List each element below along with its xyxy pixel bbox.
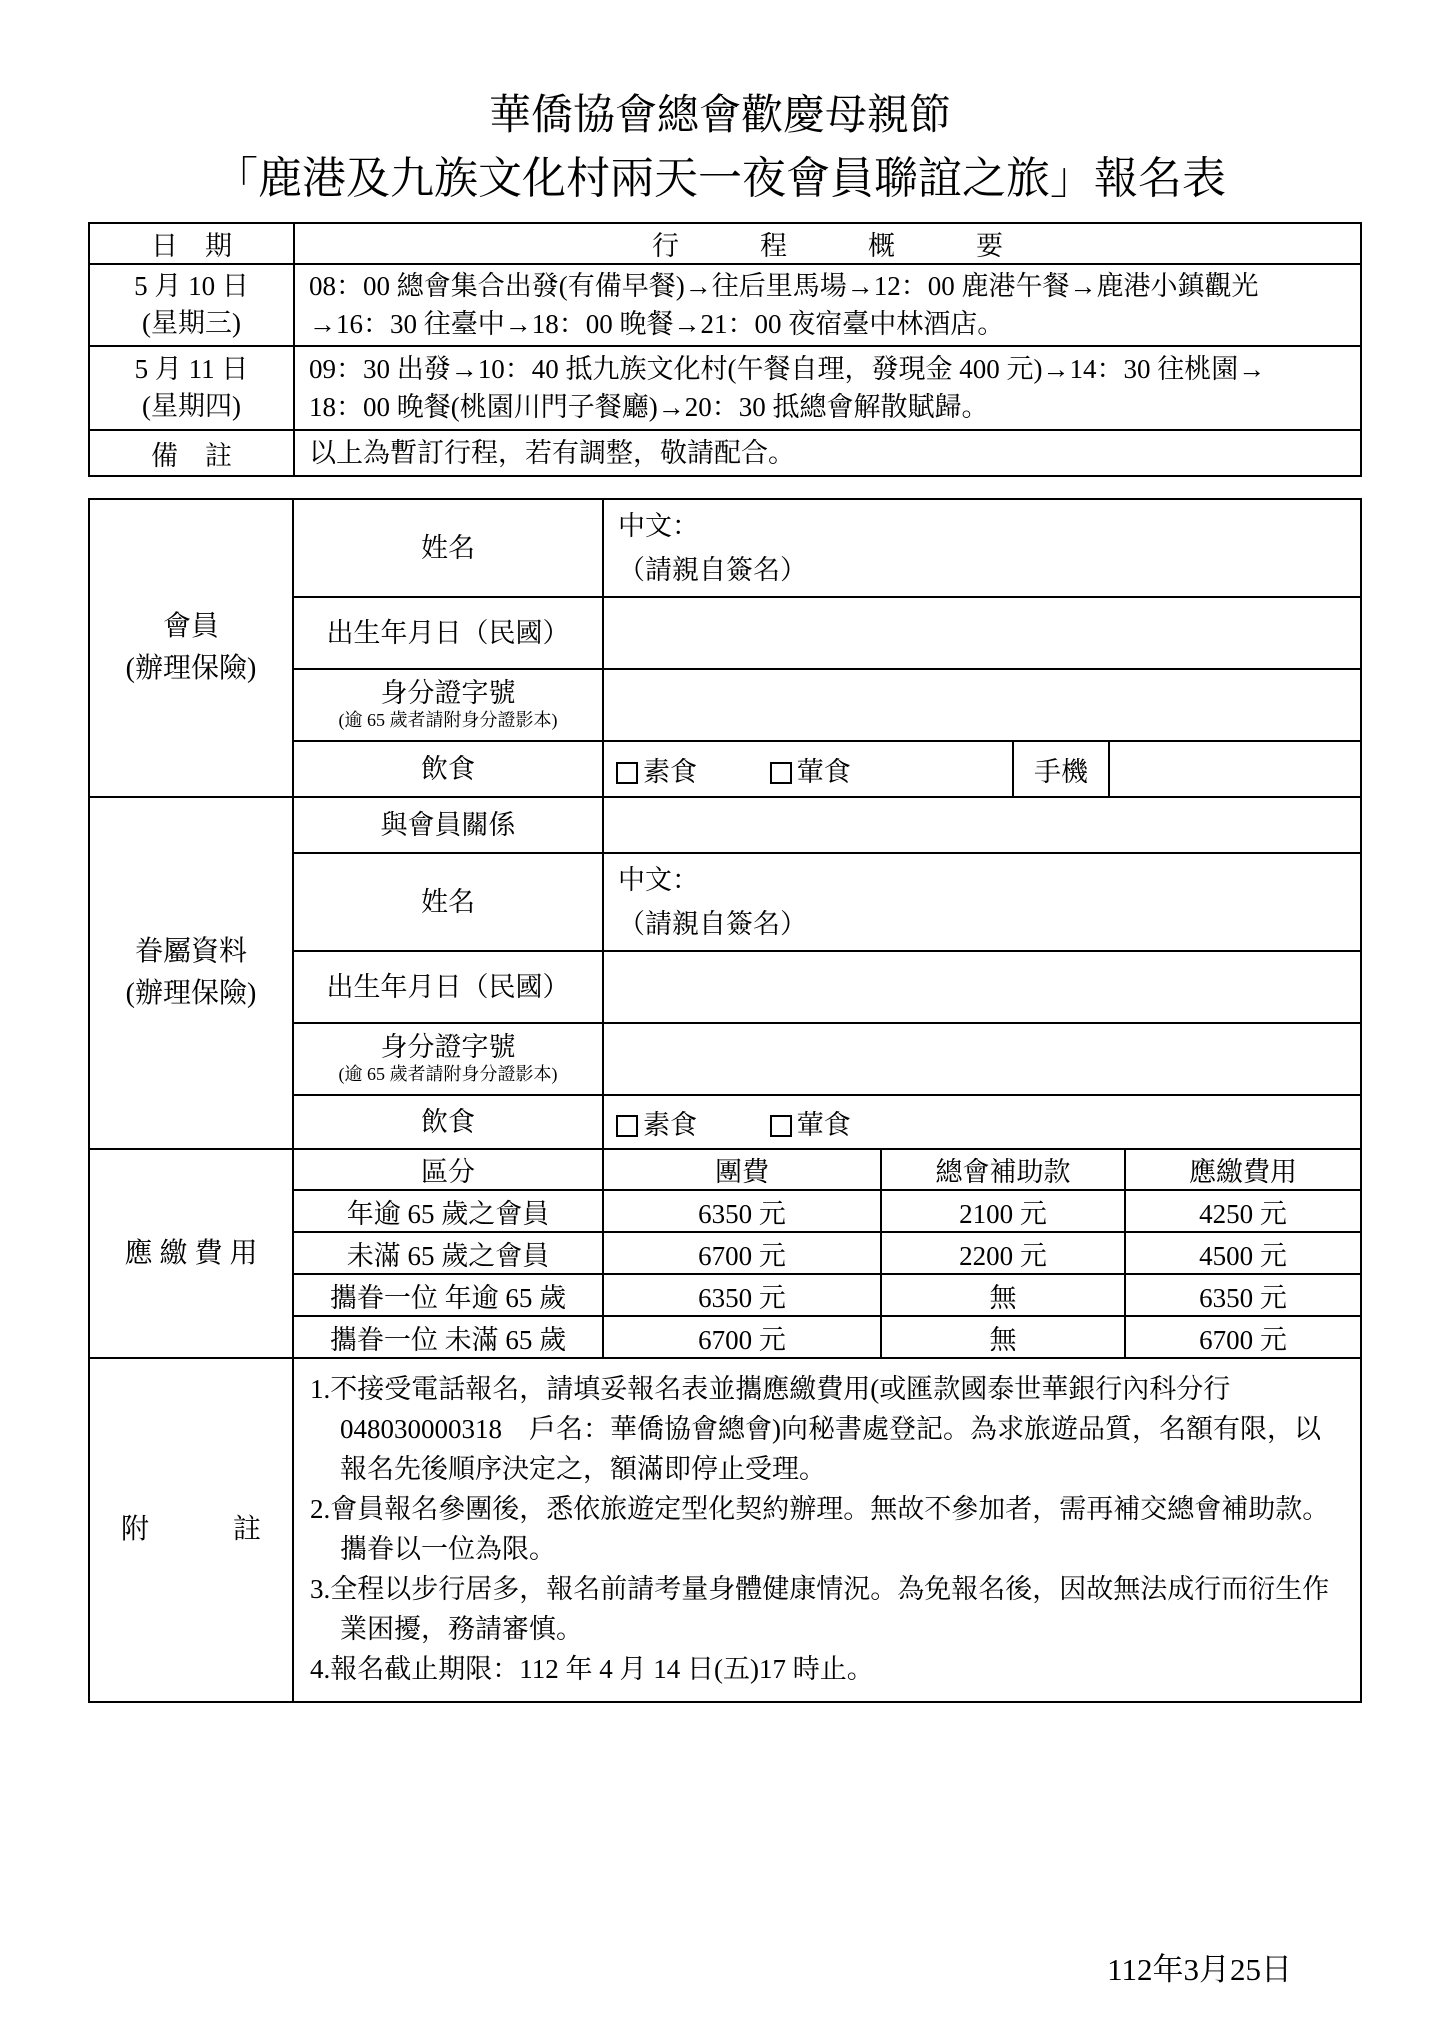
dependent-section: [88, 796, 1362, 1150]
member-vegetarian-checkbox[interactable]: [616, 762, 638, 784]
member-id-label-text: 身分證字號: [380, 678, 516, 708]
dependent-name-input-cell: [603, 853, 1361, 951]
fees-row1-payable: 4500 元: [1125, 1232, 1361, 1274]
fees-row1-subsidy: 2200 元: [881, 1232, 1125, 1274]
document-date: 112年3月25日: [1107, 1952, 1292, 1987]
member-id-input-cell: [603, 669, 1361, 741]
member-diet-meat-option: [770, 757, 851, 787]
itinerary-day1-date-line2: (星期三): [142, 308, 241, 338]
fees-row2-category: 攜眷一位 年逾 65 歲: [293, 1274, 603, 1316]
itinerary-table: [88, 222, 1362, 477]
member-diet-options: [603, 741, 1013, 797]
fees-row0-payable: 4250 元: [1125, 1190, 1361, 1232]
fees-row3-category: 攜眷一位 未滿 65 歲: [293, 1316, 603, 1358]
member-id-label: [293, 669, 603, 741]
member-id-note: (逾 65 歲者請附身分證影本): [338, 710, 558, 730]
itinerary-day1-date: [89, 264, 294, 346]
member-section: [88, 498, 1362, 798]
dependent-section-label-line1: 眷屬資料: [134, 936, 247, 967]
fees-row0-category: 年逾 65 歲之會員: [293, 1190, 603, 1232]
fees-col-payable: 應繳費用: [1125, 1149, 1361, 1190]
fees-row2-payable: 6350 元: [1125, 1274, 1361, 1316]
notes-section-label: 附 註: [89, 1358, 293, 1702]
note-item-3: 3.全程以步行居多，報名前請考量身體健康情況。為免報名後，因故無法成行而衍生作業困擾，務請審慎。: [310, 1574, 1330, 1644]
dependent-name-chinese-label: 中文：: [618, 865, 699, 895]
dependent-diet-meat-label: 葷食: [796, 1109, 851, 1140]
member-meat-checkbox[interactable]: [770, 762, 792, 784]
member-section-label-line2: (辦理保險): [125, 653, 257, 684]
itinerary-day1-summary: [294, 264, 1361, 346]
dependent-diet-meat-option: [770, 1110, 851, 1140]
itinerary-remark-text: 以上為暫訂行程，若有調整，敬請配合。: [294, 430, 1361, 476]
fees-col-fee: 團費: [603, 1149, 881, 1190]
itinerary-day2-date-line2: (星期四): [142, 391, 241, 421]
note-item-4: 4.報名截止期限：112 年 4 月 14 日(五)17 時止。: [310, 1654, 874, 1684]
dependent-diet-label: 飲食: [293, 1095, 603, 1149]
dependent-vegetarian-checkbox[interactable]: [616, 1115, 638, 1137]
itinerary-remark-label: 備 註: [89, 430, 294, 476]
dependent-id-label-text: 身分證字號: [380, 1032, 516, 1062]
dependent-name-signature-hint: （請親自簽名）: [618, 909, 807, 939]
dependent-id-label: [293, 1023, 603, 1095]
itinerary-day2-date-line1: 5 月 11 日: [134, 354, 249, 384]
dependent-dob-input-cell: [603, 951, 1361, 1023]
dependent-id-input-cell: [603, 1023, 1361, 1095]
member-name-row: [89, 499, 1361, 597]
fees-header-row: [89, 1149, 1361, 1190]
itinerary-row-day2: [89, 346, 1361, 430]
fees-row1-fee: 6700 元: [603, 1232, 881, 1274]
itinerary-remark-row: [89, 430, 1361, 476]
fees-row2-subsidy: 無: [881, 1274, 1125, 1316]
fees-col-category: 區分: [293, 1149, 603, 1190]
dependent-name-label: 姓名: [293, 853, 603, 951]
itinerary-day2-summary-line1: 09：30 出發→10：40 抵九族文化村(午餐自理，發現金 400 元)→14：30 往桃園→: [309, 354, 1266, 384]
member-name-label: 姓名: [293, 499, 603, 597]
fees-row3-payable: 6700 元: [1125, 1316, 1361, 1358]
notes-content: [293, 1358, 1361, 1702]
fees-col-subsidy: 總會補助款: [881, 1149, 1125, 1190]
dependent-diet-veg-option: [616, 1110, 697, 1140]
fees-section-label: 應 繳 費 用: [89, 1149, 293, 1358]
itinerary-header-row: [89, 223, 1361, 264]
member-diet-meat-label: 葷食: [796, 756, 851, 787]
fees-section: [88, 1148, 1362, 1359]
dependent-relation-row: [89, 797, 1361, 853]
itinerary-day1-summary-line2: →16：30 往臺中→18：00 晚餐→21：00 夜宿臺中林酒店。: [309, 309, 1005, 339]
fees-row0-subsidy: 2100 元: [881, 1190, 1125, 1232]
dependent-relation-input-cell: [603, 797, 1361, 853]
member-diet-label: 飲食: [293, 741, 603, 797]
dependent-diet-options: [603, 1095, 1361, 1149]
member-phone-input-cell: [1109, 741, 1361, 797]
fees-row3-subsidy: 無: [881, 1316, 1125, 1358]
member-name-chinese-label: 中文：: [618, 511, 699, 541]
note-item-2: 2.會員報名參團後，悉依旅遊定型化契約辦理。無故不參加者，需再補交總會補助款。攜眷以一位為限。: [310, 1494, 1330, 1564]
member-diet-veg-label: 素食: [643, 756, 697, 787]
itinerary-row-day1: [89, 264, 1361, 346]
member-phone-label: 手機: [1013, 741, 1109, 797]
notes-row: [89, 1358, 1361, 1702]
document-title-line1: 華僑協會總會歡慶母親節: [488, 93, 951, 139]
registration-table: [88, 498, 1360, 1703]
dependent-dob-label: 出生年月日（民國）: [293, 951, 603, 1023]
itinerary-header-date: 日 期: [89, 223, 294, 264]
itinerary-header-summary: 行 程 概 要: [294, 223, 1361, 264]
itinerary-day1-summary-line1: 08：00 總會集合出發(有備早餐)→往后里馬場→12：00 鹿港午餐→鹿港小鎮觀光: [309, 271, 1259, 301]
dependent-relation-label: 與會員關係: [293, 797, 603, 853]
fees-row2-fee: 6350 元: [603, 1274, 881, 1316]
member-diet-veg-option: [616, 757, 697, 787]
itinerary-day2-summary: [294, 346, 1361, 430]
note-item-1: 1.不接受電話報名，請填妥報名表並攜應繳費用(或匯款國泰世華銀行內科分行 048030000318 戶名：華僑協會總會)向秘書處登記。為求旅遊品質，名額有限，以報名先後順序決定之，額滿即停止受理。: [310, 1374, 1321, 1484]
document-title-line2: 「鹿港及九族文化村兩天一夜會員聯誼之旅」報名表: [214, 154, 1226, 203]
fees-row0-fee: 6350 元: [603, 1190, 881, 1232]
member-name-input-cell: [603, 499, 1361, 597]
member-name-signature-hint: （請親自簽名）: [618, 555, 807, 585]
fees-row1-category: 未滿 65 歲之會員: [293, 1232, 603, 1274]
dependent-meat-checkbox[interactable]: [770, 1115, 792, 1137]
dependent-section-label-line2: (辦理保險): [125, 978, 257, 1009]
dependent-section-label: [89, 797, 293, 1149]
member-dob-input-cell: [603, 597, 1361, 669]
member-section-label-line1: 會員: [162, 611, 219, 642]
fees-row3-fee: 6700 元: [603, 1316, 881, 1358]
dependent-diet-veg-label: 素食: [643, 1109, 697, 1140]
itinerary-day2-date: [89, 346, 294, 430]
notes-section: [88, 1357, 1362, 1703]
member-dob-label: 出生年月日（民國）: [293, 597, 603, 669]
member-section-label: [89, 499, 293, 797]
itinerary-day1-date-line1: 5 月 10 日: [134, 271, 249, 301]
itinerary-day2-summary-line2: 18：00 晚餐(桃園川門子餐廳)→20：30 抵總會解散賦歸。: [309, 392, 989, 422]
dependent-id-note: (逾 65 歲者請附身分證影本): [338, 1064, 558, 1084]
